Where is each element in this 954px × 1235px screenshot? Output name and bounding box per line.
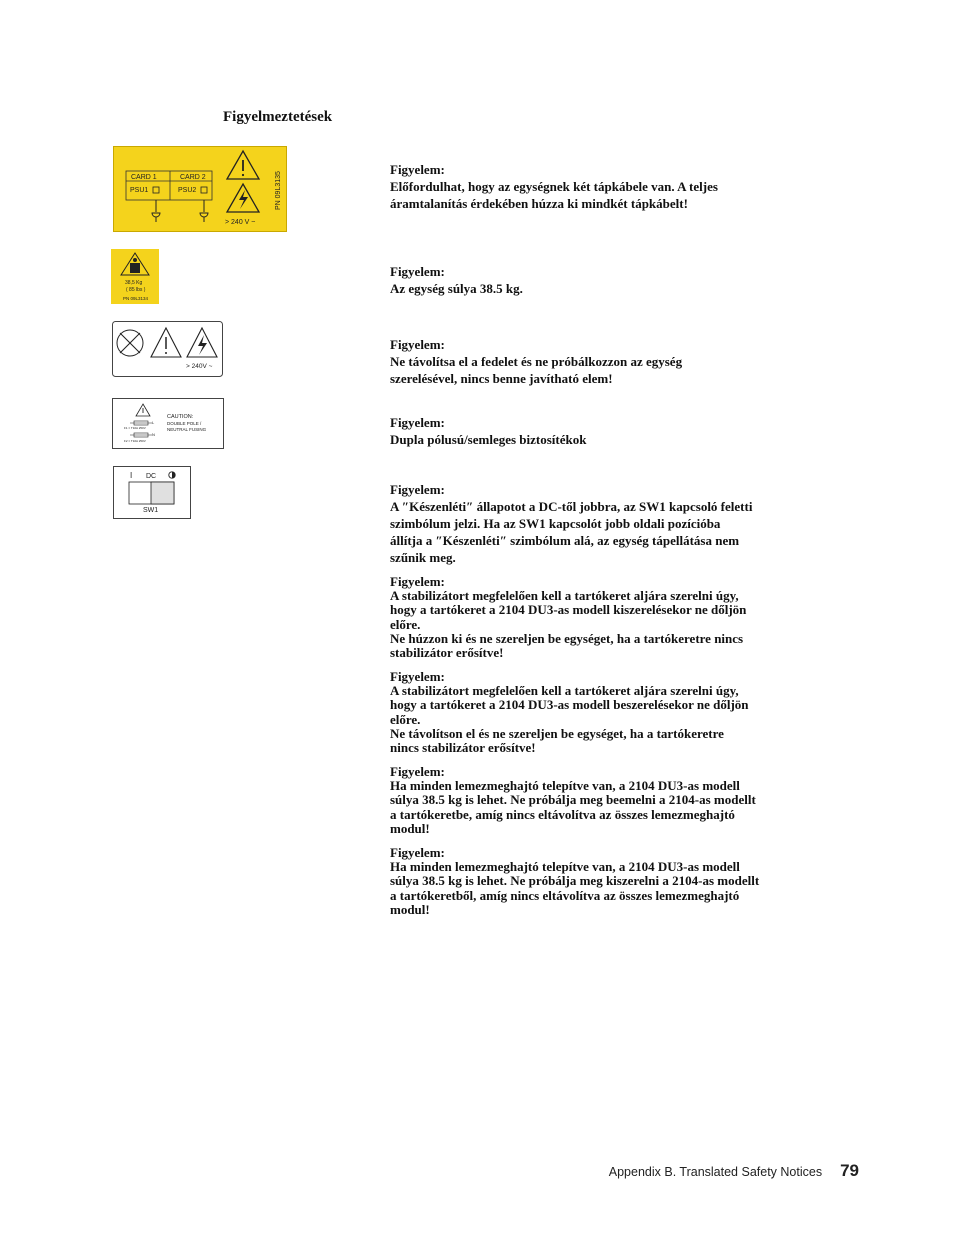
double-pole-text: DOUBLE POLE / xyxy=(167,421,202,426)
notice-line: A stabilizátort megfelelően kell a tartókeret aljára szerelni úgy, xyxy=(390,683,739,699)
notice-line: Ha minden lemezmeghajtó telepítve van, a 2104 DU3-as modell xyxy=(390,859,740,875)
fuse-l-text: L xyxy=(152,420,155,425)
card1-text: CARD 1 xyxy=(131,174,157,181)
section-heading: Figyelmeztetések xyxy=(223,109,333,125)
notice-8 xyxy=(390,765,800,836)
notice-line: Ne távolítsa el a fedelet és ne próbálkozzon az egység xyxy=(390,354,683,369)
notice-head: Figyelem: xyxy=(390,162,445,177)
notice-line: Ha minden lemezmeghajtó telepítve van, a 2104 DU3-as modell xyxy=(390,778,740,794)
notice-head: Figyelem: xyxy=(390,264,445,279)
notice-7 xyxy=(390,670,800,755)
weight-lbs-text: ( 85 lbs ) xyxy=(126,287,146,293)
notice-line: Ne húzzon ki és ne szereljen be egységet, ha a tartókeretre nincs xyxy=(390,630,744,646)
notice-line: állítja a ″Készenléti″ szimbólum alá, az egység tápellátása nem xyxy=(390,533,740,548)
notice-3 xyxy=(390,336,800,387)
notice-line: modul! xyxy=(390,820,430,836)
notice-line: áramtalanítás érdekében húzza ki mindkét tápkábelt! xyxy=(390,196,688,211)
psu-warning-label xyxy=(113,146,287,232)
notice-line: nincs stabilizátor erősítve! xyxy=(390,740,536,756)
notice-head: Figyelem: xyxy=(390,415,445,430)
switch-sw1-text: SW1 xyxy=(143,507,159,514)
footer-text: Appendix B. Translated Safety Notices xyxy=(608,1165,823,1179)
notice-head: Figyelem: xyxy=(390,669,445,684)
fuse-caution-label xyxy=(112,398,224,449)
notice-line: előre. xyxy=(390,616,421,632)
notice-line: súlya 38.5 kg is lehet. Ne próbálja meg beemelni a 2104-as modellt xyxy=(390,792,756,808)
notice-line: modul! xyxy=(390,901,430,917)
page-number: 79 xyxy=(840,1161,859,1180)
notice-line: Dupla pólusú/semleges biztosítékok xyxy=(390,432,587,447)
weight-kg-text: 38,5 Kg xyxy=(125,280,143,286)
notice-line: a tartókeretbe, amíg nincs eltávolítva az összes lemezmeghajtó xyxy=(390,806,735,822)
notice-line: A ″Készenléti″ állapotot a DC-től jobbra, az SW1 kapcsoló feletti xyxy=(390,499,753,514)
notice-line: A stabilizátort megfelelően kell a tartókeret aljára szerelni úgy, xyxy=(390,588,739,604)
notice-head: Figyelem: xyxy=(390,764,445,779)
notice-5 xyxy=(390,481,800,566)
psu1-text: PSU1 xyxy=(130,187,149,194)
psu2-text: PSU2 xyxy=(178,187,197,194)
psu-part-number: PN 09L3135 xyxy=(275,171,282,210)
notice-line: Ne távolítson el és ne szereljen be egységet, ha a tartókeretre xyxy=(390,725,724,741)
notice-head: Figyelem: xyxy=(390,482,445,497)
notice-line: szűnik meg. xyxy=(390,550,456,565)
fuse-f2-text: F2 = T10A 250V xyxy=(124,439,146,443)
notice-line: a tartókeretből, amíg nincs eltávolítva az összes lemezmeghajtó xyxy=(390,887,740,903)
notice-head: Figyelem: xyxy=(390,337,445,352)
notice-9 xyxy=(390,846,800,917)
notice-2 xyxy=(390,263,800,297)
page-footer xyxy=(609,1161,859,1181)
psu-voltage-text: > 240 V ~ xyxy=(225,219,256,226)
card2-text: CARD 2 xyxy=(180,174,206,181)
notice-line: hogy a tartókeret a 2104 DU3-as modell beszerelésekor ne dőljön xyxy=(390,697,749,713)
switch-dc-text: DC xyxy=(146,473,157,480)
notice-line: hogy a tartókeret a 2104 DU3-as modell kiszerelésekor ne dőljön xyxy=(390,602,747,618)
notice-head: Figyelem: xyxy=(390,845,445,860)
neutral-fusing-text: NEUTRAL FUSING xyxy=(167,427,207,432)
switch-label xyxy=(113,466,191,519)
notice-line: szerelésével, nincs benne javítható elem! xyxy=(390,371,613,386)
notice-line: súlya 38.5 kg is lehet. Ne próbálja meg kiszerelni a 2104-as modellt xyxy=(390,873,760,889)
notice-4 xyxy=(390,414,800,448)
cover-warning-label xyxy=(112,321,223,377)
notice-1 xyxy=(390,161,800,212)
caution-text: CAUTION: xyxy=(167,414,194,420)
notice-line: szimbólum jelzi. Ha az SW1 kapcsolót jobb oldali pozícióba xyxy=(390,516,721,531)
fuse-n-text: N xyxy=(152,432,155,437)
weight-part-number: PN 09L3134 xyxy=(123,296,149,301)
notice-head: Figyelem: xyxy=(390,574,445,589)
switch-i-text: I xyxy=(130,471,133,480)
notice-line: Előfordulhat, hogy az egységnek két tápkábele van. A teljes xyxy=(390,179,718,194)
cover-voltage-text: > 240V ~ xyxy=(186,363,213,370)
fuse-f1-text: F1 = T10A 250V xyxy=(124,426,146,430)
notice-6 xyxy=(390,575,800,660)
notice-line: előre. xyxy=(390,711,421,727)
weight-warning-label xyxy=(111,249,159,304)
notice-line: stabilizátor erősítve! xyxy=(390,645,504,661)
notice-line: Az egység súlya 38.5 kg. xyxy=(390,281,523,296)
